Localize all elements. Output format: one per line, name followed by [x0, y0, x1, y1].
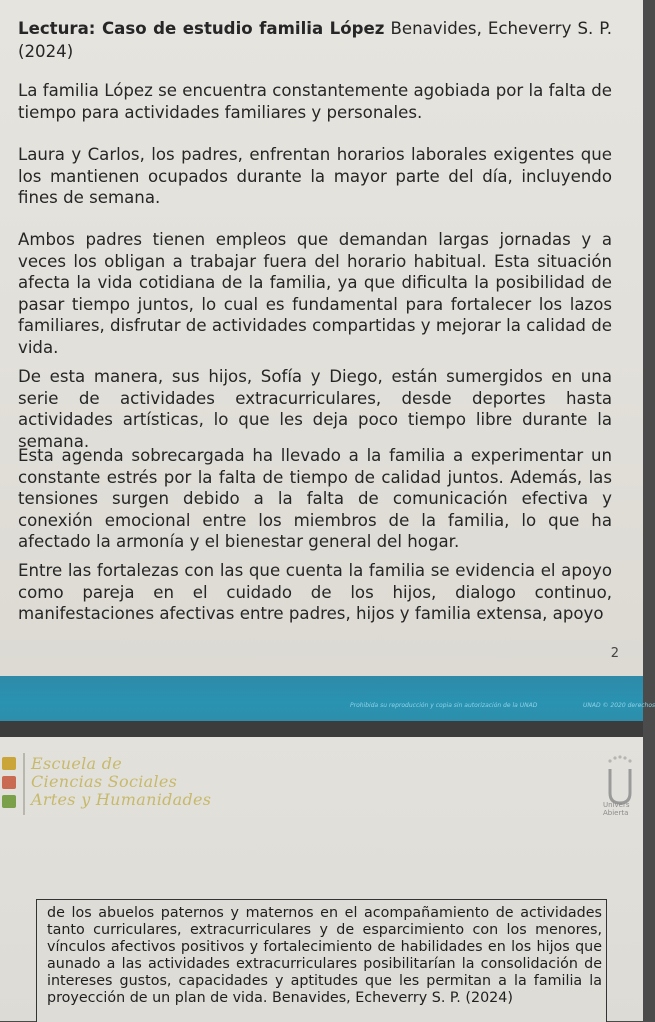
university-caption [603, 801, 629, 817]
page-footer-band [0, 676, 655, 721]
paragraph: Entre las fortalezas con las que cuenta la familia se evidencia el apoyo como pareja en el cuidado de los hijos, dialogo continuo, manifestaciones afectivas entre padres, hijos y familia extensa, apoyo [18, 561, 612, 624]
page-gap [0, 721, 643, 737]
paragraph: Ambos padres tienen empleos que demandan largas jornadas y a veces los obligan a trabajar fuera del horario habitual. Esta situación afecta la vida cotidiana de la familia, ya que dificulta la posibilidad de pasar tiempo juntos, lo cual es fundamental para fortalecer los lazos familiares, disfrutar de actividades compartidas y mejorar la calidad de vida. [18, 230, 612, 357]
university-caption-line: Abierta [603, 809, 629, 817]
reading-title-bold: Lectura: Caso de estudio familia López [18, 19, 385, 38]
logo-square-icon [2, 757, 16, 770]
reading-title-citation: Benavides, Echeverry S. P. (2024) [18, 19, 612, 61]
footer-legal-notice: Prohibida su reproducción y copia sin autorización de la UNAD [350, 702, 538, 709]
header-divider [23, 753, 25, 815]
school-name-line: Ciencias Sociales [31, 772, 178, 791]
page-number: 2 [610, 646, 619, 661]
logo-square-icon [2, 776, 16, 789]
paragraph: La familia López se encuentra constantemente agobiada por la falta de tiempo para actividades familiares y personales. [18, 81, 612, 122]
footer-credit: UNAD © 2020 derechos [583, 702, 655, 709]
school-name-line: Escuela de [31, 754, 123, 773]
boxed-paragraph: de los abuelos paternos y maternos en el acompañamiento de actividades tanto curriculares, extracurriculares y de esparcimiento con los menores, vínculos afectivos positivos y fortalecimiento de habilidades en los hijos que aunado a las actividades extracurriculares posibilitarían la consolidación de intereses gustos, capacidades y aptitudes que les permitan a la familia la proyección de un plan de vida. Benavides, Echeverry S. P. (2024) [47, 905, 602, 1006]
document-page-two [0, 737, 643, 1021]
paragraph: Esta agenda sobrecargada ha llevado a la familia a experimentar un constante estrés por la falta de tiempo de calidad juntos. Además, las tensiones surgen debido a la falta de comunicación efectiva y conexión emocional entre los miembros de la familia, lo que ha afectado la armonía y el bienestar general del hogar. [18, 446, 612, 552]
paragraph: De esta manera, sus hijos, Sofía y Diego, están sumergidos en una serie de actividades extracurriculares, desde deportes hasta actividades artísticas, lo que les deja poco tiempo libre durante la semana. [18, 367, 612, 451]
university-caption-line: Univers [603, 801, 630, 809]
school-logo-mark [0, 755, 22, 821]
logo-square-icon [2, 795, 16, 808]
paragraph: Laura y Carlos, los padres, enfrentan horarios laborales exigentes que los mantienen ocupados durante la mayor parte del día, incluyendo fines de semana. [18, 145, 612, 208]
reading-title [18, 17, 612, 63]
school-name-line: Artes y Humanidades [31, 790, 212, 809]
